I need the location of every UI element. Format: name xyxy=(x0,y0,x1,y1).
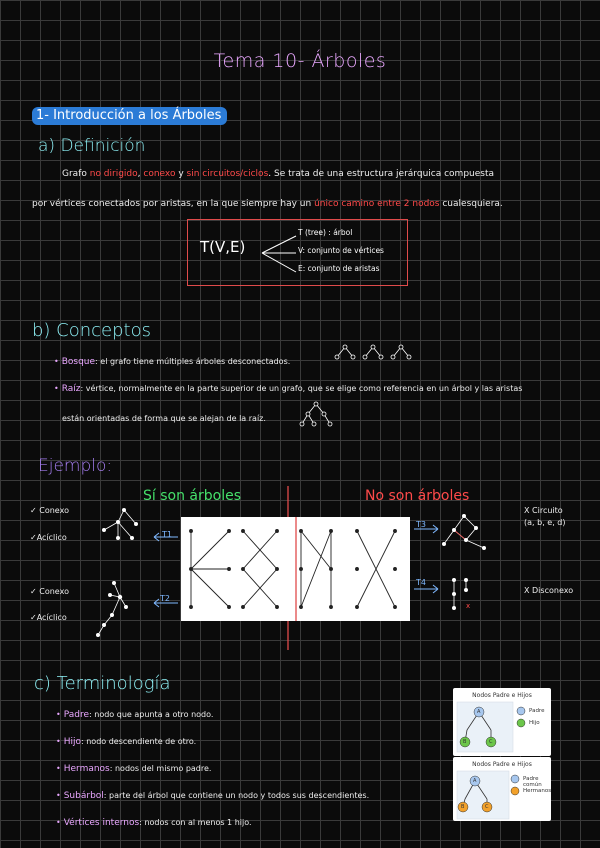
term-text: : parte del árbol que contiene un nodo y todos sus descendientes. xyxy=(103,791,370,800)
term-text: : nodo que apunta a otro nodo. xyxy=(89,710,214,719)
term-name: Padre xyxy=(63,710,90,720)
term-text: : nodo descendiente de otro. xyxy=(81,737,197,746)
term-item-hijo xyxy=(56,737,196,747)
term-item-hermanos xyxy=(56,764,211,774)
legend-padre-swatch xyxy=(517,707,525,715)
check-conexo-2: ✓ Conexo xyxy=(30,587,69,596)
def-text-1: Grafo xyxy=(62,169,90,179)
text-bosque: : el grafo tiene múltiples árboles desconectados. xyxy=(95,357,291,366)
section-heading-text: 1- Introducción a los Árboles xyxy=(32,107,227,125)
term-item-padre xyxy=(56,710,213,720)
label-t4: T4 xyxy=(416,578,426,587)
graphs-svg xyxy=(181,517,410,621)
card-title: Nodos Padre e Hijos xyxy=(472,761,532,768)
bullet-dot: • xyxy=(56,818,61,827)
bullet-dot: • xyxy=(56,737,61,746)
label-x-circuito: X Circuito xyxy=(524,506,563,515)
node-label-a: A xyxy=(473,778,477,784)
term-name: Hermanos xyxy=(63,764,110,774)
def-red-1: no dirigido xyxy=(89,169,138,179)
page-title: Tema 10- Árboles xyxy=(213,50,387,72)
term-name: Subárbol xyxy=(63,791,104,801)
node-label-c: C xyxy=(485,804,489,810)
bullet-dot: • xyxy=(54,384,59,393)
label-t3: T3 xyxy=(416,520,426,529)
svg-text:x: x xyxy=(466,602,471,610)
formula-box xyxy=(187,219,408,286)
legend-hermanos: Hermanos xyxy=(523,788,552,794)
legend-padre: Padre xyxy=(529,708,545,714)
legend-padre-comun-swatch xyxy=(511,775,519,783)
label-si-son-arboles: Sí son árboles xyxy=(143,488,241,504)
check-conexo-1: ✓ Conexo xyxy=(30,506,69,515)
label-t2: T2 xyxy=(160,594,170,603)
root-tree-icon xyxy=(298,400,334,428)
term-text: : nodos del mismo padre. xyxy=(109,764,212,773)
check-aciclico-1: ✓Acíclico xyxy=(30,533,67,542)
def-red-2: conexo xyxy=(143,169,176,179)
formula-t: T (tree) : árbol xyxy=(298,228,353,237)
term-name: Vértices internos xyxy=(63,818,140,828)
bullet-raiz xyxy=(54,384,574,394)
formula-e: E: conjunto de aristas xyxy=(298,264,380,273)
term-bosque: Bosque xyxy=(61,357,96,367)
sketch-tree-1 xyxy=(88,500,150,552)
bullet-raiz-line2: están orientadas de forma que se alejan de la raíz. xyxy=(62,414,266,423)
bullet-bosque xyxy=(54,357,290,367)
figure-card-hermanos xyxy=(453,757,551,821)
def-text-6: cualesquiera. xyxy=(439,199,503,209)
label-x-disconexo: X Disconexo xyxy=(524,586,574,595)
formula-v: V: conjunto de vértices xyxy=(298,246,384,255)
term-text: : nodos con al menos 1 hijo. xyxy=(139,818,252,827)
definition-paragraph-line2 xyxy=(32,190,582,219)
def-red-3: sin circuitos/ciclos xyxy=(186,169,269,179)
definition-paragraph xyxy=(32,160,582,189)
legend-padre-comun: Padre común xyxy=(523,776,542,788)
label-x-circuito-sub: (a, b, e, d) xyxy=(524,518,566,527)
heading-terminologia: c) Terminología xyxy=(34,673,171,694)
heading-ejemplo: Ejemplo: xyxy=(38,456,113,476)
node-label-b: B xyxy=(463,739,467,745)
legend-hijo: Hijo xyxy=(529,720,540,726)
figure-card-padre-hijo xyxy=(453,688,551,756)
term-item-subarbol xyxy=(56,791,369,801)
node-label-c: C xyxy=(489,739,493,745)
term-name: Hijo xyxy=(63,737,81,747)
sketch-cycle-graph xyxy=(436,508,496,558)
label-no-son-arboles: No son árboles xyxy=(365,488,470,504)
bullet-dot: • xyxy=(56,791,61,800)
def-text-2: , xyxy=(137,169,144,179)
bullet-dot: • xyxy=(54,357,59,366)
legend-hijo-swatch xyxy=(517,719,525,727)
heading-definicion: a) Definición xyxy=(38,136,146,156)
forest-icon xyxy=(333,341,423,363)
bullet-dot: • xyxy=(56,710,61,719)
sketch-tree-2 xyxy=(90,575,146,640)
def-red-4: único camino entre 2 nodos xyxy=(314,199,440,209)
graphs-figure xyxy=(181,517,410,621)
term-raiz: Raíz xyxy=(61,384,81,394)
sketch-disconnected-graph xyxy=(446,574,476,616)
text-raiz: : vértice, normalmente en la parte superior de un grafo, que se elige como referencia en un árbol y las aristas xyxy=(80,384,523,393)
card-title: Nodos Padre e Hijos xyxy=(472,692,532,699)
label-t1: T1 xyxy=(162,530,172,539)
node-label-b: B xyxy=(461,804,465,810)
legend-hermanos-swatch xyxy=(511,787,519,795)
def-text-3: y xyxy=(175,169,187,179)
node-label-a: A xyxy=(477,709,481,715)
brace-arrows-icon xyxy=(260,228,300,278)
def-text-5: por vértices conectados por aristas, en la que siempre hay un xyxy=(32,199,315,209)
def-text-4: . Se trata de una estructura jerárquica compuesta xyxy=(268,169,495,179)
section-heading-introduccion xyxy=(32,108,227,123)
formula-tv: T(V,E) xyxy=(200,238,246,256)
bullet-dot: • xyxy=(56,764,61,773)
term-item-vertices-internos xyxy=(56,818,252,828)
check-aciclico-2: ✓Acíclico xyxy=(30,613,67,622)
heading-conceptos: b) Conceptos xyxy=(32,320,152,341)
